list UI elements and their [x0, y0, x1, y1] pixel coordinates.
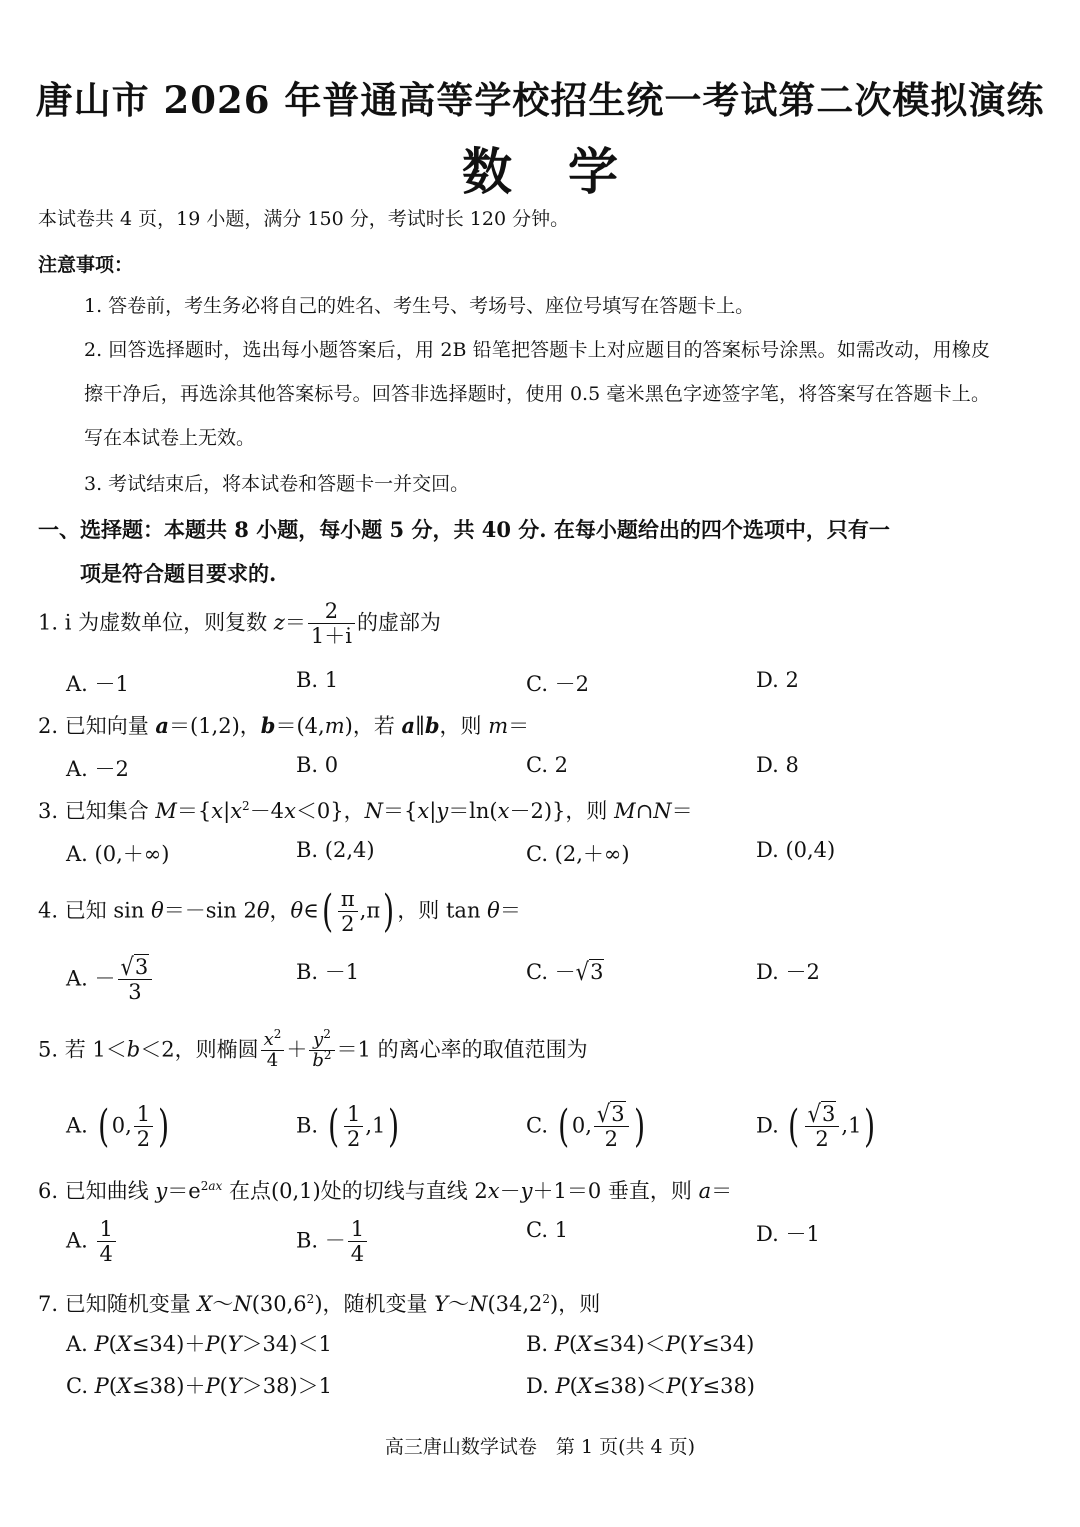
section-heading-line-1: 一、选择题：本题共 8 小题，每小题 5 分，共 40 分. 在每小题给出的四个选项中，只有一: [38, 517, 890, 542]
q1-prefix: 1. i 为虚数单位，则复数: [38, 610, 274, 635]
question-3: 3. 已知集合 $M=\{x|x^2-4x<0\}$，N＝{x|y＝ln(x－2)}，则 M∩N＝: [38, 799, 693, 823]
option-2a[interactable]: A. －2: [66, 757, 129, 781]
question-6-options: [66, 1218, 986, 1278]
option-6d[interactable]: D. －1: [756, 1222, 820, 1246]
section-heading-line-2: 项是符合题目要求的.: [80, 561, 277, 586]
option-4d[interactable]: D. －2: [756, 960, 820, 984]
option-1b[interactable]: B. 1: [296, 668, 339, 692]
option-3a[interactable]: A. (0,＋∞): [66, 842, 170, 866]
q1-suffix: 的虚部为: [356, 610, 441, 635]
question-5: 5. 若 1＜b＜2，则椭圆 $\frac{x^2}{4}$ ＋ $\frac{y^2}{b^2}$ ＝1 的离心率的取值范围为: [38, 1027, 588, 1071]
exam-intro: 本试卷共 4 页，19 小题，满分 150 分，考试时长 120 分钟。: [38, 208, 570, 230]
option-7a[interactable]: A. P(X≤34)＋P(Y＞34)＜1: [66, 1332, 332, 1356]
notice-item-2: [38, 328, 990, 460]
notice-item-2-text: 2. 回答选择题时，选出每小题答案后，用 2B 铅笔把答题卡上对应题目的答案标号涂黑。如需改动，用橡皮擦干净后，再选涂其他答案标号。回答非选择题时，使用 0.5 毫米黑色字迹签字笔，将答案写在答题卡上。写在本试卷上无效。: [84, 339, 990, 449]
notice-item-3-text: 3. 考试结束后，将本试卷和答题卡一并交回。: [84, 473, 470, 495]
section-heading: [38, 508, 993, 596]
option-3c[interactable]: C. (2,＋∞): [526, 842, 630, 866]
subject-title: 数学: [462, 142, 674, 201]
question-5-options: [66, 1100, 986, 1163]
notice-item-1-text: 1. 答卷前，考生务必将自己的姓名、考生号、考场号、座位号填写在答题卡上。: [84, 295, 755, 317]
option-3b[interactable]: B. (2,4): [296, 838, 375, 862]
q1-var: z: [273, 610, 285, 635]
notice-item-3: [38, 462, 990, 506]
question-6: 6. 已知曲线 $y=e^{2ax}$ 在点(0,1)处的切线与直线 2x－y＋1＝0 垂直，则 a＝: [38, 1179, 733, 1203]
option-4a[interactable]: A. － $\frac{√3}{3}$: [66, 956, 154, 1004]
option-5a[interactable]: A. ( 0, $\frac{1}{2}$ ): [66, 1101, 170, 1153]
notice-heading: 注意事项：: [38, 254, 134, 276]
q1-denominator: 1＋i: [310, 624, 352, 649]
q1-fraction: [308, 600, 355, 648]
question-2: 2. 已知向量 a＝(1,2)，b＝(4,m)，若 a∥b，则 m＝: [38, 713, 530, 738]
page-footer: 高三唐山数学试卷 第 1 页(共 4 页): [384, 1436, 696, 1458]
option-6b[interactable]: B. － $\frac{1}{4}$: [296, 1218, 369, 1266]
notice-item-1: [38, 284, 990, 328]
question-4-options: [66, 953, 986, 1016]
option-5c[interactable]: C. ( 0, $\frac{√3}{2}$ ): [526, 1100, 645, 1153]
q1-numerator: 2: [308, 600, 355, 624]
option-7d[interactable]: D. P(X≤38)＜P(Y≤38): [526, 1374, 755, 1398]
question-4: 4. 已知 sin θ＝－sin 2θ，θ∈( $\frac{\pi}{2}$ ,π) ，则 tan θ＝: [38, 886, 521, 938]
option-3d[interactable]: D. (0,4): [756, 838, 836, 862]
option-1c[interactable]: C. －2: [526, 672, 590, 696]
option-2c[interactable]: C. 2: [526, 753, 569, 777]
question-7: 7. 已知随机变量 X～N(30,6$^2$)，随机变量 Y～N(34,2$^2$)，则: [38, 1292, 601, 1316]
option-4b[interactable]: B. －1: [296, 960, 360, 984]
option-2d[interactable]: D. 8: [756, 753, 799, 777]
option-4c[interactable]: C. －√3: [526, 958, 604, 986]
option-7c[interactable]: C. P(X≤38)＋P(Y＞38)＞1: [66, 1374, 332, 1398]
option-1a[interactable]: A. －1: [66, 672, 129, 696]
option-6c[interactable]: C. 1: [526, 1218, 569, 1242]
exam-title: 唐山市 2026 年普通高等学校招生统一考试第二次模拟演练: [35, 78, 1045, 122]
option-2b[interactable]: B. 0: [296, 753, 339, 777]
option-5d[interactable]: D. ( $\frac{√3}{2}$ ,1): [756, 1100, 876, 1153]
question-1: [38, 600, 441, 648]
option-7b[interactable]: B. P(X≤34)＜P(Y≤34): [526, 1332, 755, 1356]
question-7-options-row-2: [66, 1370, 986, 1430]
q1-eq: ＝: [284, 610, 306, 635]
option-1d[interactable]: D. 2: [756, 668, 799, 692]
option-5b[interactable]: B. ( $\frac{1}{2}$ ,1): [296, 1101, 400, 1153]
option-6a[interactable]: A. $\frac{1}{4}$: [66, 1218, 118, 1266]
